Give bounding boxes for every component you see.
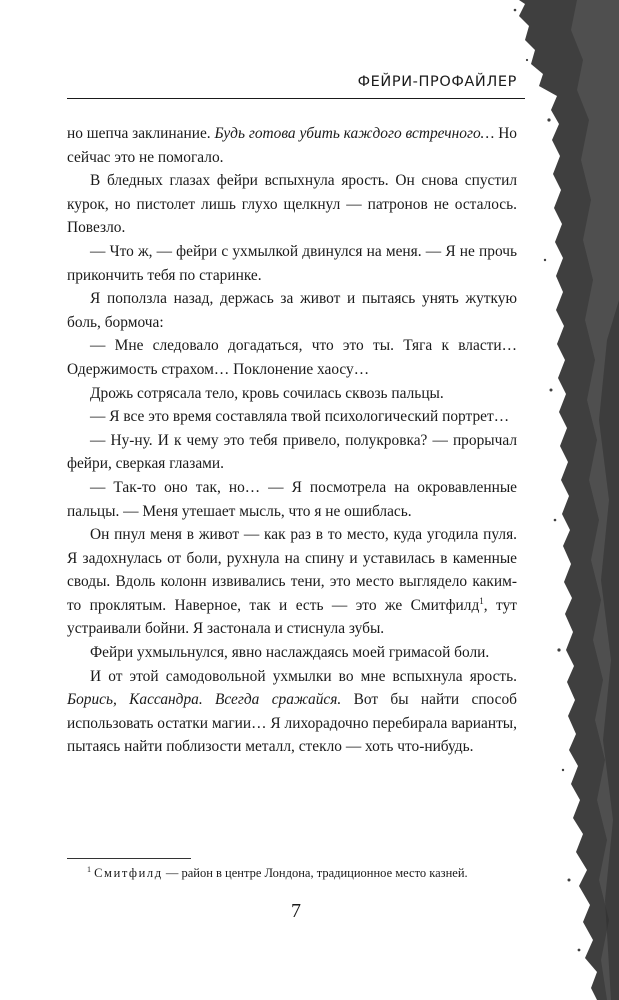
running-header-title: ФЕЙРИ-ПРОФАЙЛЕР <box>357 74 517 90</box>
italic-text: Будь готова убить каждого встречного… <box>214 125 495 142</box>
paragraph: — Мне следовало догадаться, что это ты. Тяга к власти… Одержимость страхом… Поклонение хаосу… <box>67 337 517 378</box>
text-run: , тут устраивали бойни. Я застонала и стиснула зубы. <box>67 596 517 638</box>
text-run: И от этой самодовольной ухмылки во мне вспыхнула ярость. <box>90 667 517 685</box>
page-number: 7 <box>291 900 301 922</box>
paragraph: — Я все это время составляла твой психологический портрет… <box>90 408 510 426</box>
paragraph: — Так-то оно так, но… — Я посмотрела на окровавленные пальцы. — Меня утешает мысль, что я не ошиблась. <box>67 478 517 520</box>
paragraph: В бледных глазах фейри вспыхнула ярость. Он снова спустил курок, но пистолет лишь глухо щелкнул — патронов не осталось. Повезло. <box>67 172 517 237</box>
paragraph: — Ну-ну. И к чему это тебя привело, полукровка? — прорычал фейри, сверкая глазами. <box>67 431 517 473</box>
paragraph <box>67 122 517 169</box>
page-body <box>67 122 517 759</box>
text-run: но шепча заклинание. <box>67 125 215 142</box>
footnote-ref: 1 <box>479 595 484 606</box>
italic-text: Борись, Кассандра. Всегда сражайся. <box>67 691 342 709</box>
paragraph: Фейри ухмыльнулся, явно наслаждаясь моей гримасой боли. <box>90 644 490 662</box>
paragraph <box>67 523 517 641</box>
footnote <box>67 864 517 883</box>
footnote-term: Смитфилд <box>94 866 163 880</box>
paragraph <box>67 665 517 759</box>
footnote-rule <box>67 858 191 859</box>
paragraph: — Что ж, — фейри с ухмылкой двинулся на меня. — Я не прочь прикончить тебя по старинке. <box>67 242 517 284</box>
footnote-marker: 1 <box>87 864 91 874</box>
paragraph: Я поползла назад, держась за живот и пытаясь унять жуткую боль, бормоча: <box>67 290 517 331</box>
footnote-text: — район в центре Лондона, традиционное место казней. <box>162 866 468 880</box>
text-run: Но сейчас это не помогало. <box>67 125 518 166</box>
paragraph: Дрожь сотрясала тело, кровь сочилась сквозь пальцы. <box>90 384 444 402</box>
header-rule <box>67 98 525 99</box>
text-run: Вот бы найти способ использовать остатки магии… Я лихорадочно перебирала варианты, пытаясь найти поблизости металл, стекло — хоть что-нибудь. <box>67 691 517 756</box>
text-run: Он пнул меня в живот — как раз в то место, куда угодила пуля. Я задохнулась от боли, рухнула на спину и уставилась в каменные своды. Вдоль колонн извивались тени, это место выглядело каким-то проклятым. Наверное, так и есть — это же Смитфилд <box>67 526 517 614</box>
